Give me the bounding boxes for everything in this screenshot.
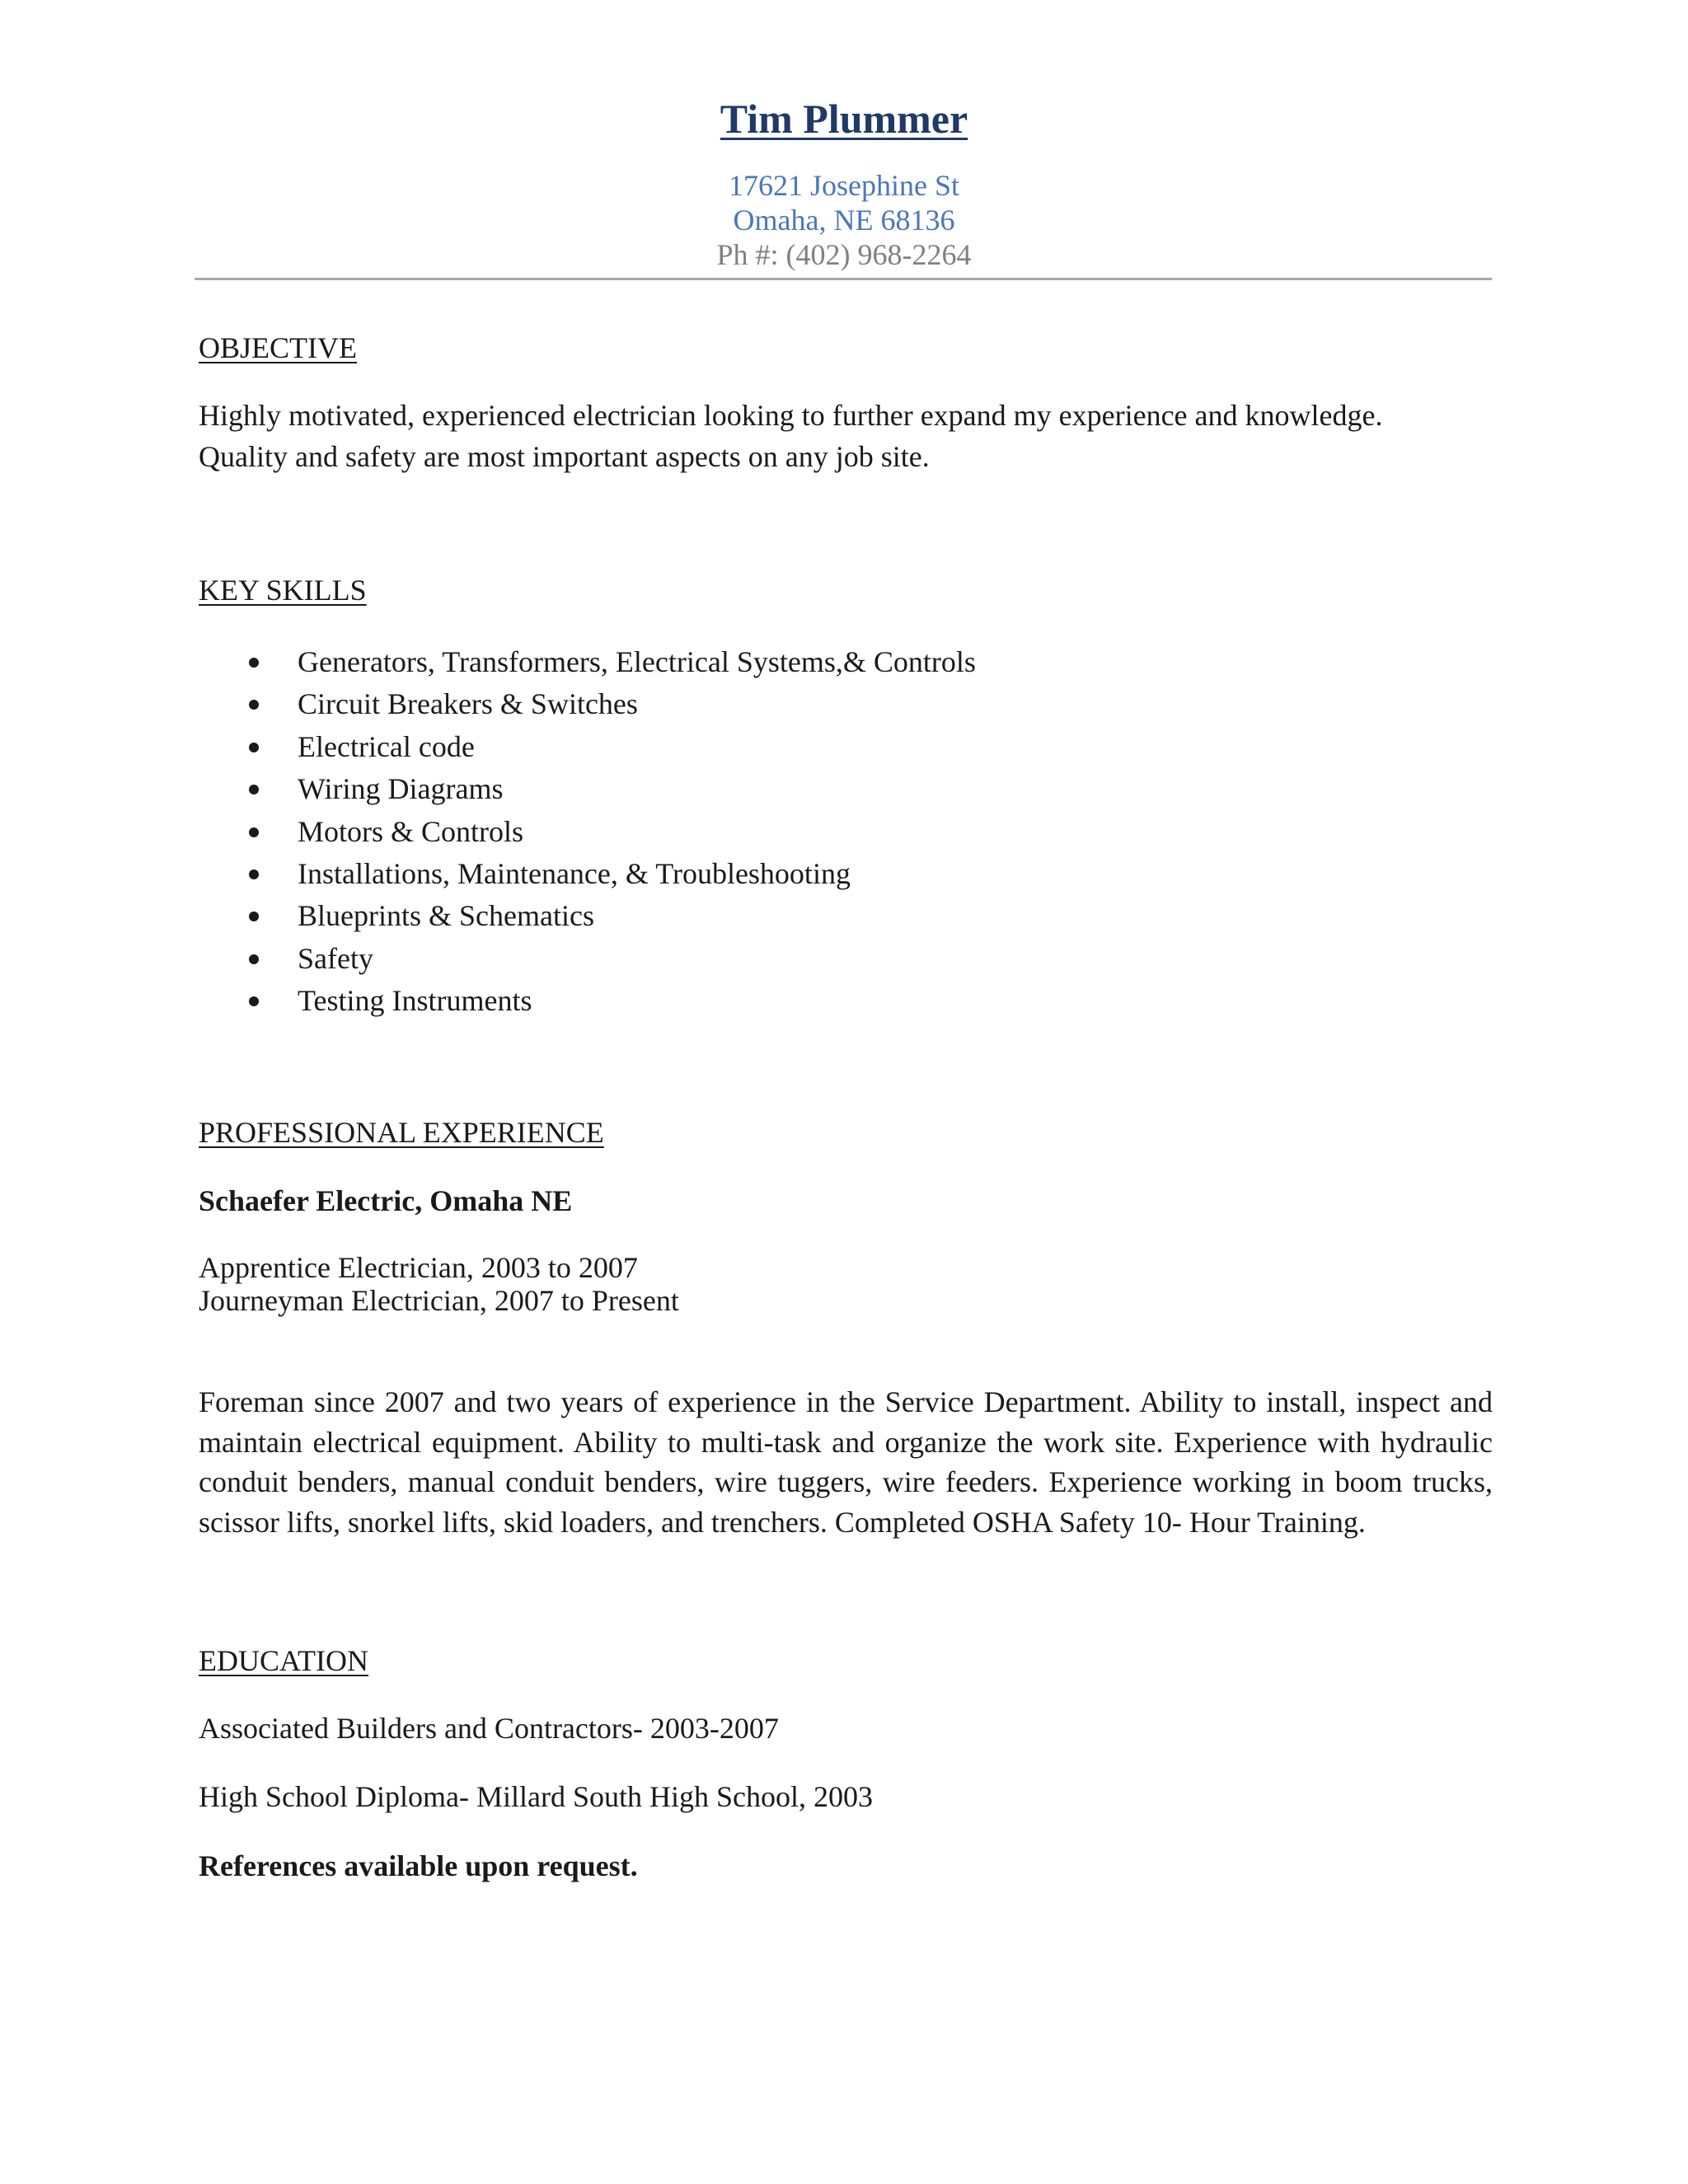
skill-item: Wiring Diagrams: [199, 768, 976, 810]
header-divider: [195, 278, 1492, 280]
references-note: References available upon request.: [199, 1849, 638, 1882]
education-item-abc: Associated Builders and Contractors- 2003-2007: [199, 1712, 779, 1745]
skill-item: Motors & Controls: [199, 811, 976, 853]
objective-heading: OBJECTIVE: [199, 331, 357, 364]
skill-item: Blueprints & Schematics: [199, 895, 976, 937]
city-state-zip: Omaha, NE 68136: [733, 204, 955, 237]
objective-line-1: Highly motivated, experienced electrician looking to further expand my experience and knowledge.: [199, 399, 1383, 432]
key-skills-list: [199, 641, 976, 1023]
phone-number: Ph #: (402) 968-2264: [716, 238, 972, 271]
bullet-icon: [249, 743, 259, 752]
bullet-icon: [249, 869, 259, 879]
bullet-icon: [249, 700, 259, 710]
experience-heading: PROFESSIONAL EXPERIENCE: [199, 1116, 604, 1149]
education-heading: EDUCATION: [199, 1644, 368, 1677]
role-journeyman: Journeyman Electrician, 2007 to Present: [199, 1284, 679, 1317]
objective-line-2: Quality and safety are most important aspects on any job site.: [199, 440, 930, 473]
candidate-name: Tim Plummer: [720, 96, 968, 142]
skill-item: Circuit Breakers & Switches: [199, 683, 976, 725]
bullet-icon: [249, 827, 259, 837]
bullet-icon: [249, 954, 259, 964]
bullet-icon: [249, 785, 259, 794]
experience-description: Foreman since 2007 and two years of experience in the Service Department. Ability to install, inspect and maintain electrical equipment. Ability to multi-task and organize the work site. Experience with hydraulic conduit benders, manual conduit benders, wire tuggers, wire feeders. Experience working in boom trucks, scissor lifts, snorkel lifts, skid loaders, and trenchers. Completed OSHA Safety 10- Hour Training.: [199, 1385, 1493, 1539]
bullet-icon: [249, 996, 259, 1006]
role-apprentice: Apprentice Electrician, 2003 to 2007: [199, 1251, 638, 1284]
key-skills-heading: KEY SKILLS: [199, 574, 367, 607]
employer-name: Schaefer Electric, Omaha NE: [199, 1184, 573, 1217]
street-address: 17621 Josephine St: [728, 169, 959, 202]
education-item-highschool: High School Diploma- Millard South High School, 2003: [199, 1780, 873, 1813]
bullet-icon: [249, 658, 259, 668]
skill-item: Generators, Transformers, Electrical Systems,& Controls: [199, 641, 976, 683]
skill-item: Safety: [199, 938, 976, 980]
bullet-icon: [249, 912, 259, 921]
skill-item: Electrical code: [199, 726, 976, 768]
skill-item: Installations, Maintenance, & Troubleshooting: [199, 853, 976, 895]
skill-item: Testing Instruments: [199, 980, 976, 1022]
resume-header: [0, 89, 1688, 272]
